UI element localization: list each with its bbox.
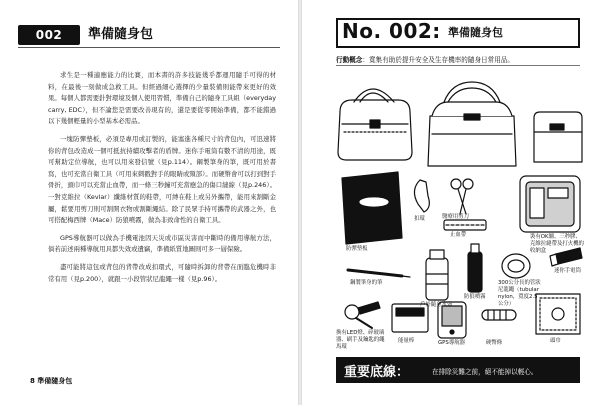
key-ring-icon [345,302,380,328]
scissors-icon [451,179,473,214]
page-folio: 8 準備隨身包 [30,377,73,385]
banner-colon: ： [396,365,410,380]
concept-divider [336,65,580,66]
left-page-header [18,25,280,53]
banner-text: 在排除災難之前，絕不能掉以輕心。 [432,368,538,376]
kit-box-icon [520,176,580,232]
body-text [48,70,276,291]
header-number: No. 002: [342,19,441,43]
right-page-header [336,18,580,48]
pepper-spray-icon [468,244,482,292]
header-divider [18,47,280,48]
item-label: 迷你手電筒 [554,268,581,274]
key-point-banner [336,357,580,383]
item-label: 防彈墊板 [346,246,368,252]
kit-drawing [332,72,588,354]
wallet-icon [534,112,582,162]
pen-icon [348,270,410,277]
action-concept-tag: 行動概念 [336,56,363,64]
tote-bag-icon [338,89,412,160]
item-label: 扣環 [414,216,425,222]
item-label: 戶外隨身水壺 [420,302,453,308]
chapter-number-badge: 002 [18,25,80,45]
left-page [0,0,298,405]
item-label: 防狼噴霧 [464,294,486,300]
tourniquet-icon [444,220,486,230]
item-label: 醫療用剪刀 [442,214,469,220]
armor-plate-icon [342,172,402,244]
item-label: GPS導航器 [438,340,466,346]
paragraph: 求生是一種適應能力的比賽，而本書的許多技能幾乎都運用隨手可得的材料，在最後一刻做成急救工具。但經過細心選擇的少量裝備則能帶來更好的效果。每個人都需要針對環境及個人使用習慣，準備自己的隨身工具組（everyday carry, EDC），但不論您是需要改善現有的，還是要從零開始準備，都不能錯過以下幾個輕量的小型基本必需品。 [48,71,276,126]
right-page [302,0,600,405]
paragraph: 一塊防彈墊板，必須是專用或訂製的，能塞進各種尺寸的背包內，可迅速將你的背包改造成一個可抵抗持續攻擊者的盾牌。迷你手電筒有數不清的用途，既可幫助定位導航，也可以用來發信號（見p.114）。鋼製筆身的筆，既可用於書寫，也可充當自衛工具（可用來刺戳對手的眼睛或頸部）。而硬幣會可以打到對手骨折，頭巾可以充當止血帶，而一條三秒鐘可充當應急的傷口縫線（見p.246）。一對克維拉（Kevlar）纖維材質的鞋帶，可縛在鞋上或另外攜帶，能用來割斷金屬，鬆要用剪刀則可割開衣物或割斷繩結。除了民眾手持可攜帶的武器之外，也可搭配梅西牌（Mace）防狼噴霧，做為非致命性的自衛工具。 [48,134,276,225]
paragraph: GPS導航器可以做為手機電池因天災或市區災害而中斷時的備用導航方法，倘若前述兩種導航用具都失效或遺竊，準備紙質地圖則可多一層保險。 [48,233,276,254]
item-label: 能量棒 [398,338,415,344]
carabiner-icon [414,180,429,212]
banner-heading-text: 重要底線 [344,365,397,380]
action-concept [336,54,514,64]
action-concept-text: ：寬集有助於提升安全及生存機率的隨身日常用品。 [362,56,515,64]
item-label: 裝有OK繃、三秒膠、克維拉縫帶及打火機的收納盒 [530,234,584,254]
item-label: 止血帶 [450,232,467,238]
banner-heading [344,361,409,380]
item-label: 頭巾 [550,338,561,344]
coin-roll-icon [482,310,516,320]
messenger-bag-icon [428,82,516,166]
water-bottle-icon [426,250,448,300]
kit-illustration [332,72,588,354]
item-label: 硬幣條 [486,340,503,346]
bandana-icon [536,294,580,334]
nylon-cord-icon [502,254,530,278]
paragraph: 盡可能將這包或背包的背帶改成扣環式，可隨時拆卸的背帶在面臨危機時非常有用（見p.200），就跟一小段管狀尼龍繩一樣（見p.96）。 [48,262,276,283]
item-label: 300公分長的管狀尼龍繩（tubular nylon，寬度2.5公分） [498,280,541,307]
item-label: 鋼製筆身的筆 [350,280,383,286]
left-page-title: 準備隨身包 [88,27,154,42]
item-label: 換有LED燈、碎玻璃器、刷手及鑰匙的繩馬環 [336,330,385,350]
header-title: 準備隨身包 [448,26,503,39]
